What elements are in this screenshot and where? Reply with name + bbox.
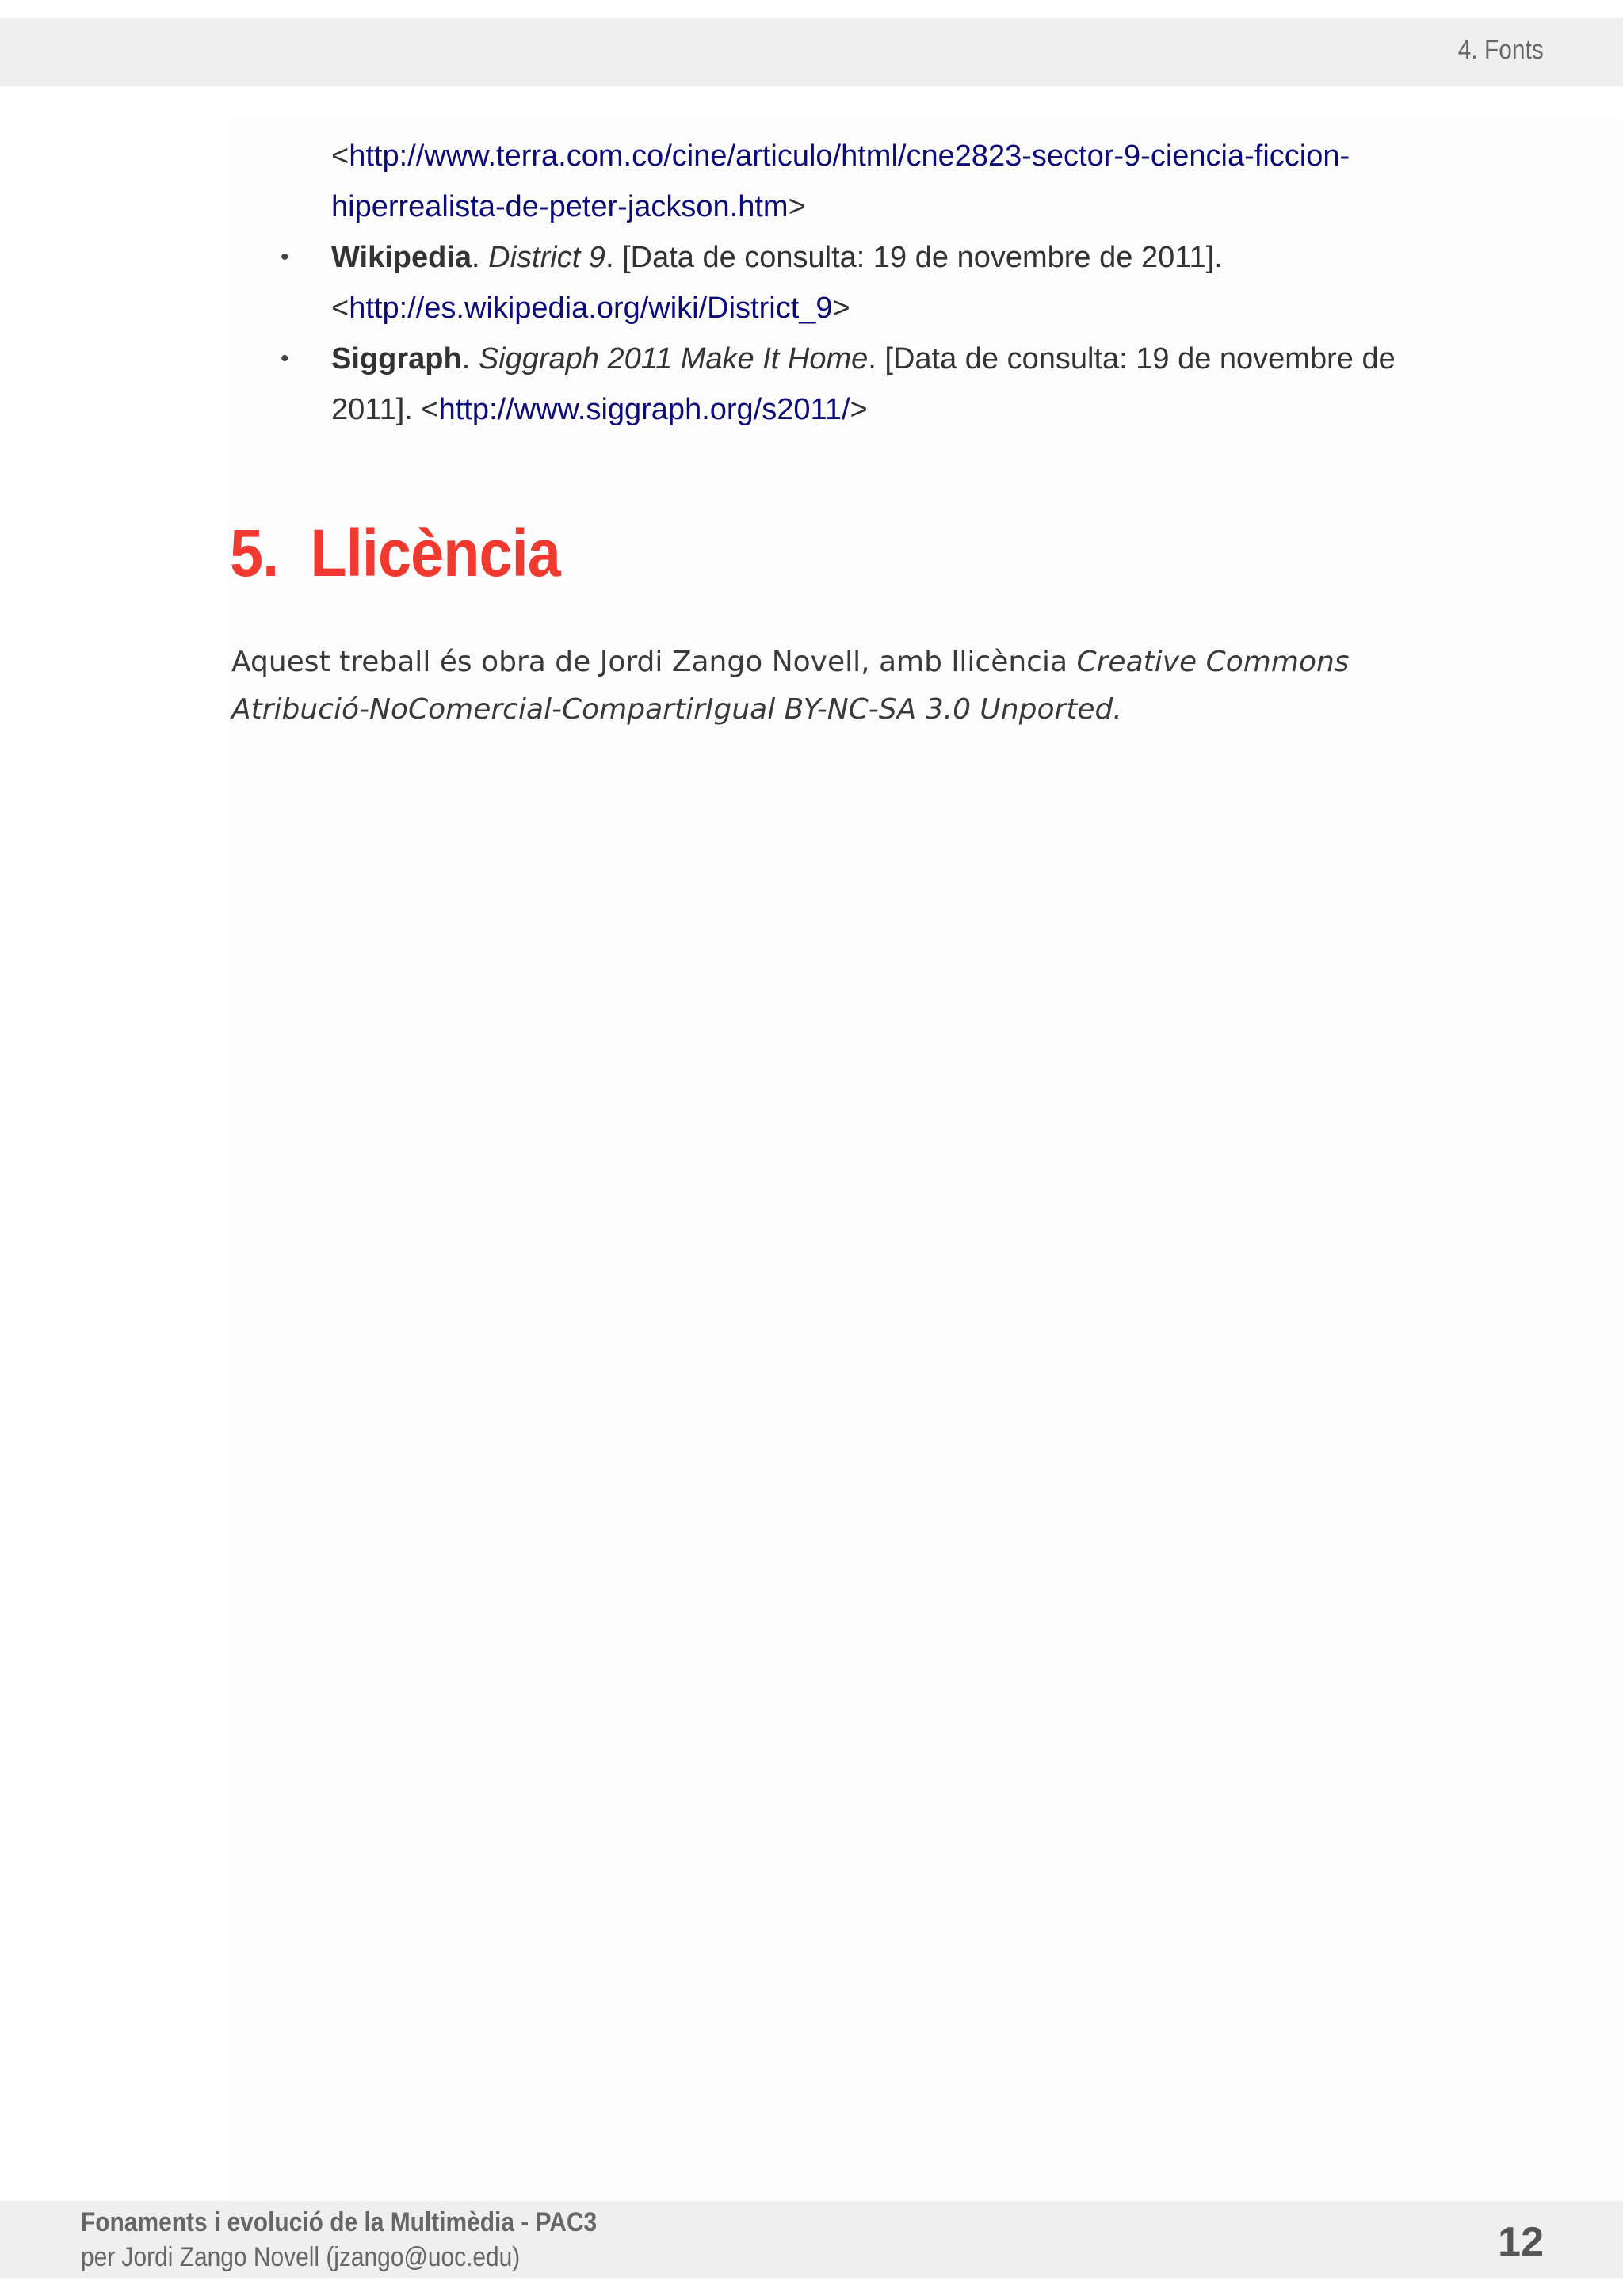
reference-title: District 9 <box>488 241 605 274</box>
license-paragraph <box>231 639 1404 734</box>
url-open-bracket: < <box>421 393 439 426</box>
url-close-bracket: > <box>850 393 868 426</box>
bullet-icon: • <box>281 345 289 372</box>
section-number: 5. <box>230 516 279 590</box>
license-name: Creative Commons Atribució-NoComercial-CompartirIgual BY-NC-SA 3.0 Unported. <box>231 646 1350 726</box>
reference-item-wikipedia <box>269 232 1411 334</box>
reference-consult-date: . [Data de consulta: 19 de novembre de 2011]. <box>331 342 1396 426</box>
reference-consult-date: . [Data de consulta: 19 de novembre de 2011]. <box>605 241 1223 274</box>
bullet-icon: • <box>281 244 289 270</box>
terra-link-line1: http://www.terra.com.co/cine/articulo/html/cne2823-sector-9-ciencia-ficcion- <box>349 139 1350 173</box>
section-title: Llicència <box>310 516 560 590</box>
reference-continuation <box>269 131 1411 232</box>
reference-source: Wikipedia <box>331 241 472 274</box>
url-open-bracket: < <box>331 292 349 325</box>
url-open-bracket: < <box>331 139 349 173</box>
reference-title: Siggraph 2011 Make It Home <box>478 342 869 376</box>
siggraph-link[interactable]: http://www.siggraph.org/s2011/ <box>438 393 850 426</box>
page-number: 12 <box>1498 2219 1544 2265</box>
wikipedia-link[interactable]: http://es.wikipedia.org/wiki/District_9 <box>349 292 833 325</box>
terra-link-line2: hiperrealista-de-peter-jackson.htm <box>331 190 789 223</box>
url-close-bracket: > <box>788 190 806 223</box>
footer-course-title: Fonaments i evolució de la Multimèdia - PAC3 <box>81 2207 598 2237</box>
reference-separator: . <box>472 241 489 274</box>
url-close-bracket: > <box>832 292 850 325</box>
reference-list <box>269 131 1411 435</box>
terra-link[interactable] <box>331 139 1350 223</box>
reference-separator: . <box>461 342 479 376</box>
license-text: Aquest treball és obra de Jordi Zango Novell, amb llicència <box>231 646 1077 678</box>
reference-item-siggraph <box>269 334 1411 435</box>
section-heading <box>230 515 560 592</box>
page-header <box>0 18 1623 86</box>
reference-source: Siggraph <box>331 342 462 376</box>
header-section-label: 4. Fonts <box>1457 35 1544 65</box>
footer-author: per Jordi Zango Novell (jzango@uoc.edu) <box>81 2242 521 2272</box>
